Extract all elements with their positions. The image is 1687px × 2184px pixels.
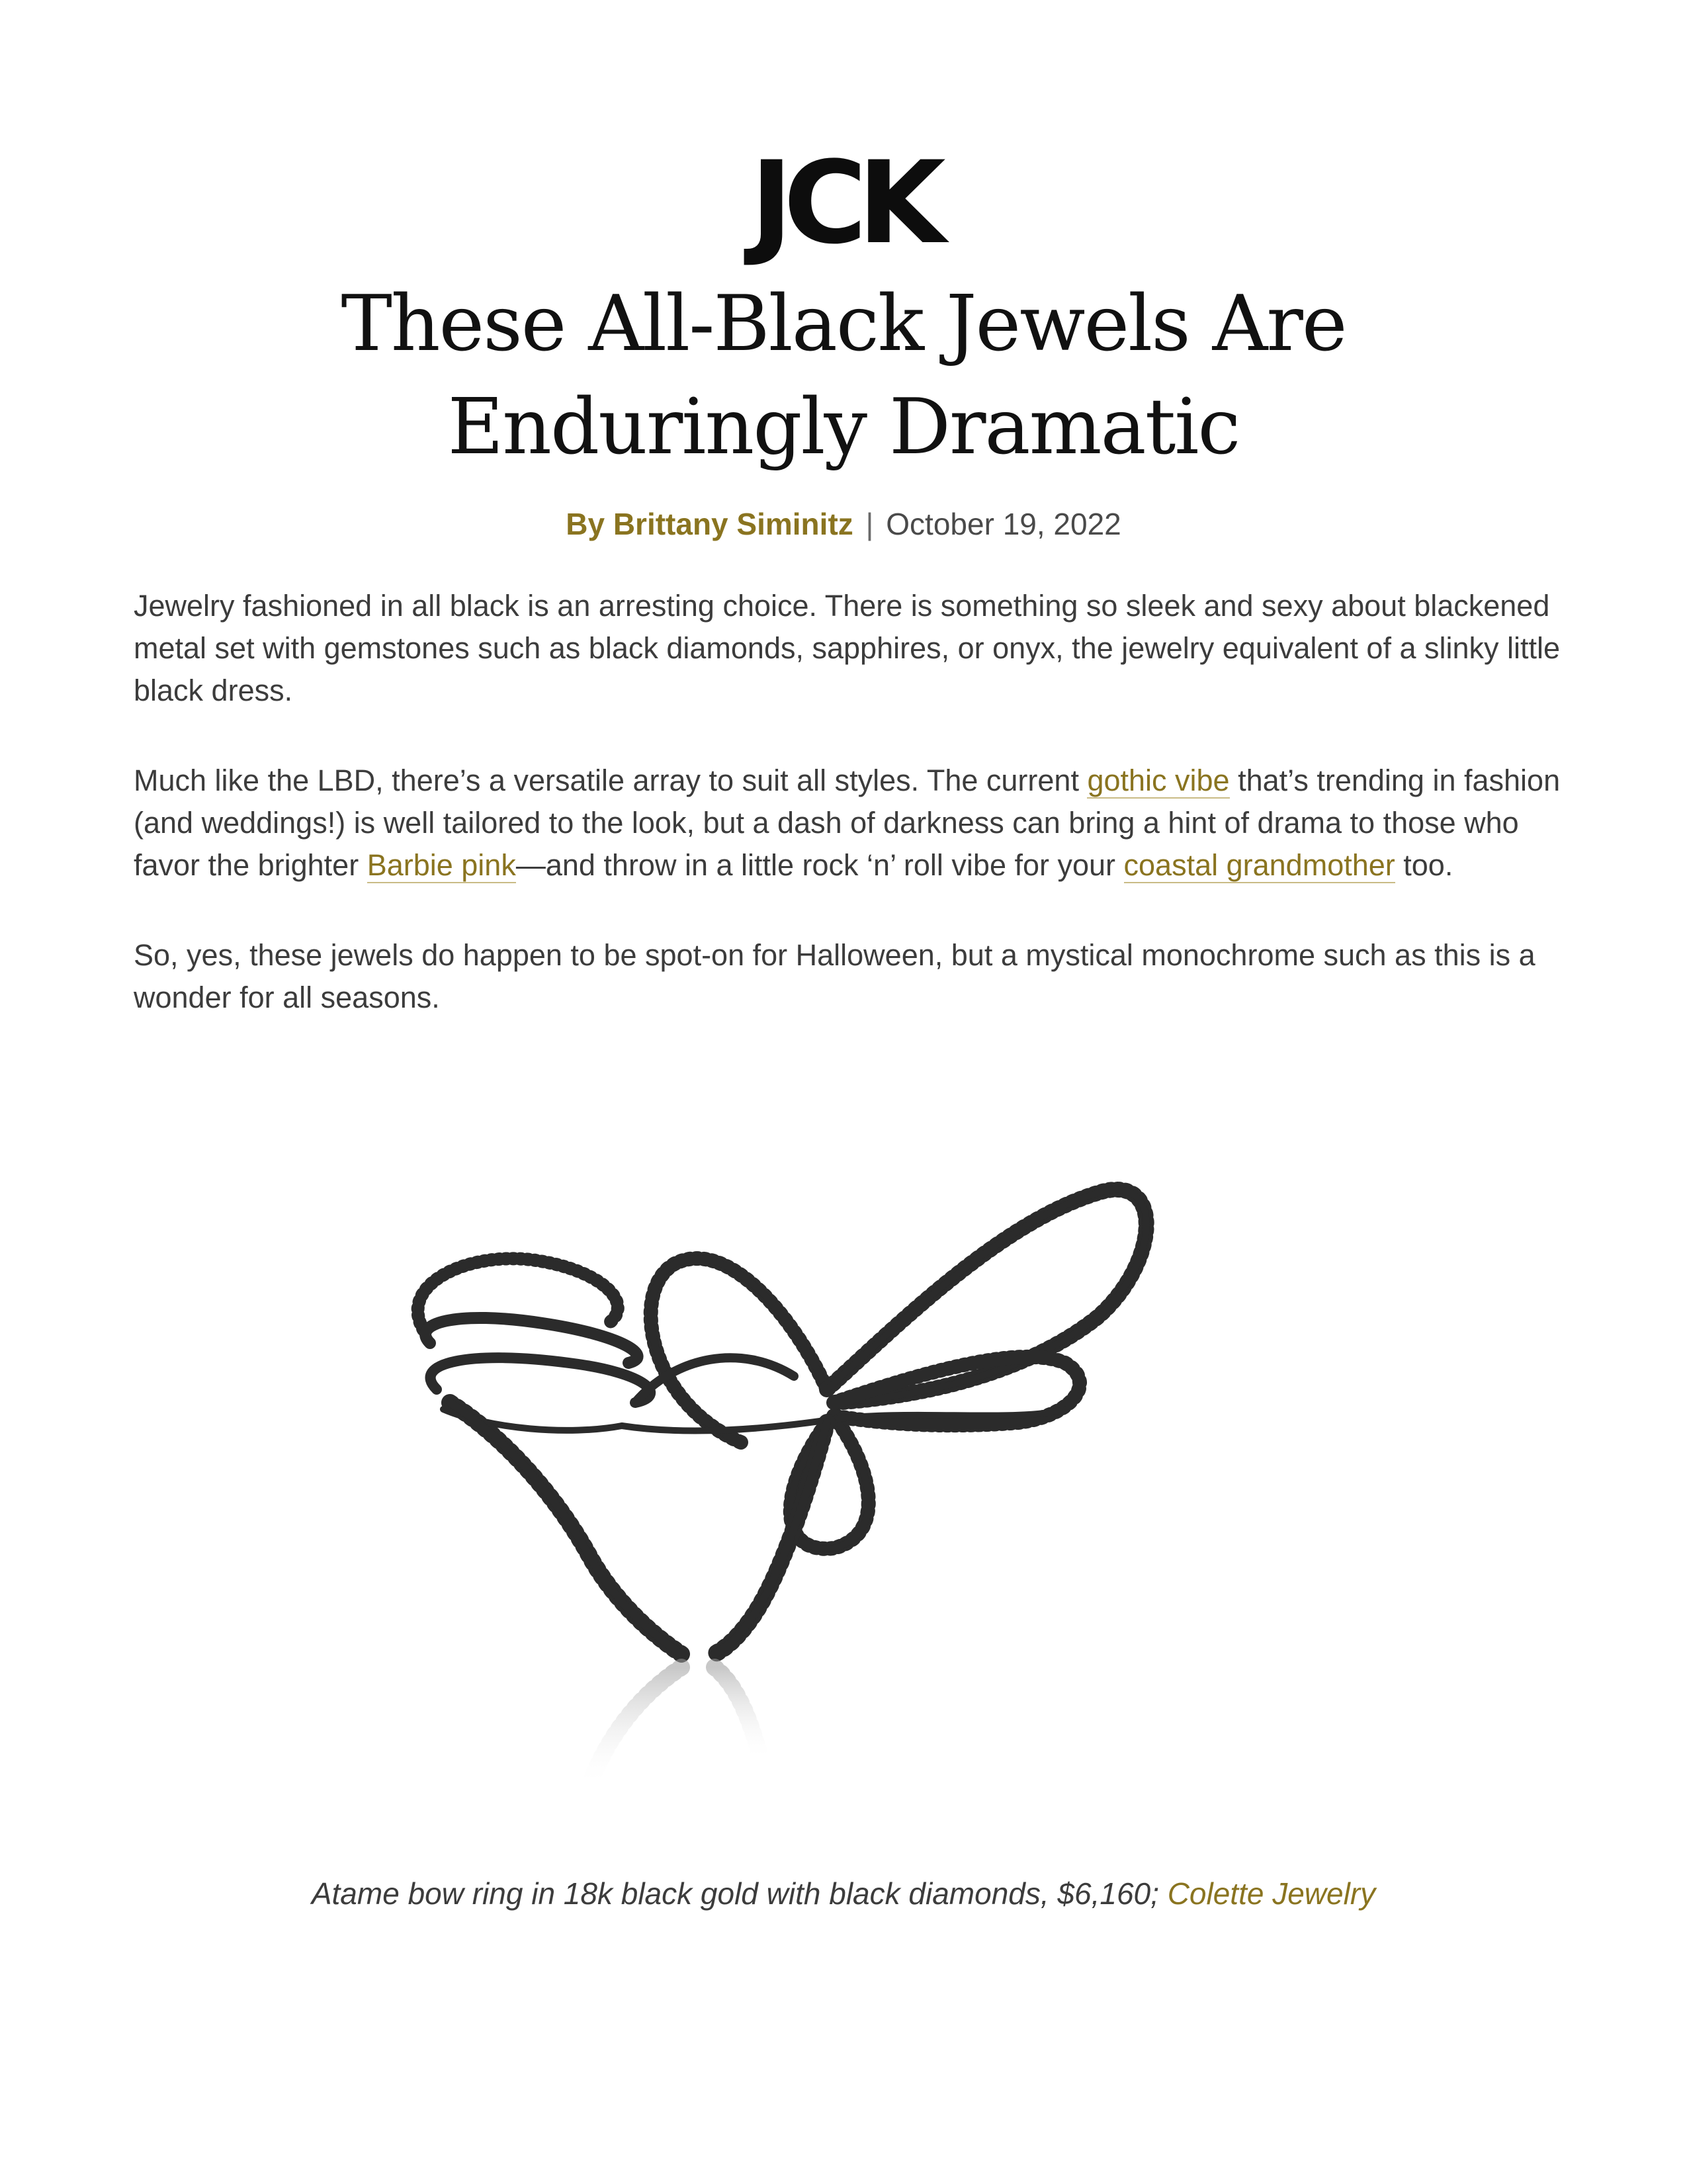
bow-loop bbox=[651, 1258, 827, 1442]
coastal-grandmother-link[interactable]: coastal grandmother bbox=[1123, 848, 1395, 882]
paragraph-text: too. bbox=[1395, 848, 1453, 882]
author-link[interactable]: By Brittany Siminitz bbox=[566, 507, 853, 541]
image-caption bbox=[0, 1874, 1687, 1913]
jck-logo[interactable]: JCK bbox=[750, 136, 937, 269]
bow-loop bbox=[827, 1190, 1146, 1403]
bow-ring-illustration bbox=[370, 1125, 1297, 1853]
ring-tail bbox=[450, 1403, 681, 1654]
paragraph-seasons: So, yes, these jewels do happen to be spot-on for Halloween, but a mystical monochrome such as this is a wonder for all seasons. bbox=[134, 938, 1536, 1014]
byline-separator: | bbox=[865, 507, 874, 541]
bow-ring-image bbox=[370, 1125, 1297, 1853]
paragraph-text: Much like the LBD, there’s a versatile array to suit all styles. The current bbox=[134, 764, 1088, 797]
article-body bbox=[134, 585, 1563, 1067]
paragraph-intro: Jewelry fashioned in all black is an arresting choice. There is something so sleek and sexy about blackened metal set with gemstones such as black diamonds, sapphires, or onyx, the jewelry equivalent of a slinky little black dress. bbox=[134, 589, 1561, 707]
barbie-pink-link[interactable]: Barbie pink bbox=[367, 848, 516, 882]
publish-date: October 19, 2022 bbox=[886, 507, 1121, 541]
paragraph-styles bbox=[134, 760, 1563, 887]
ring-band bbox=[430, 1358, 650, 1403]
colette-jewelry-link[interactable]: Colette Jewelry bbox=[1167, 1876, 1376, 1911]
paragraph-text: that’s trending in fashion (and weddings!) is well tailored to the look, but a dash of darkness can bring a hint of drama to those who favor the brighter bbox=[134, 764, 1561, 882]
caption-text: Atame bow ring in 18k black gold with black diamonds, $6,160; bbox=[311, 1876, 1168, 1911]
article-title: These All-Black Jewels Are Enduringly Dramatic bbox=[341, 279, 1346, 472]
paragraph-text: —and throw in a little rock ‘n’ roll vibe for your bbox=[515, 848, 1124, 882]
gothic-vibe-link[interactable]: gothic vibe bbox=[1087, 764, 1230, 797]
ring-reflection bbox=[589, 1667, 761, 1786]
byline bbox=[0, 504, 1687, 544]
